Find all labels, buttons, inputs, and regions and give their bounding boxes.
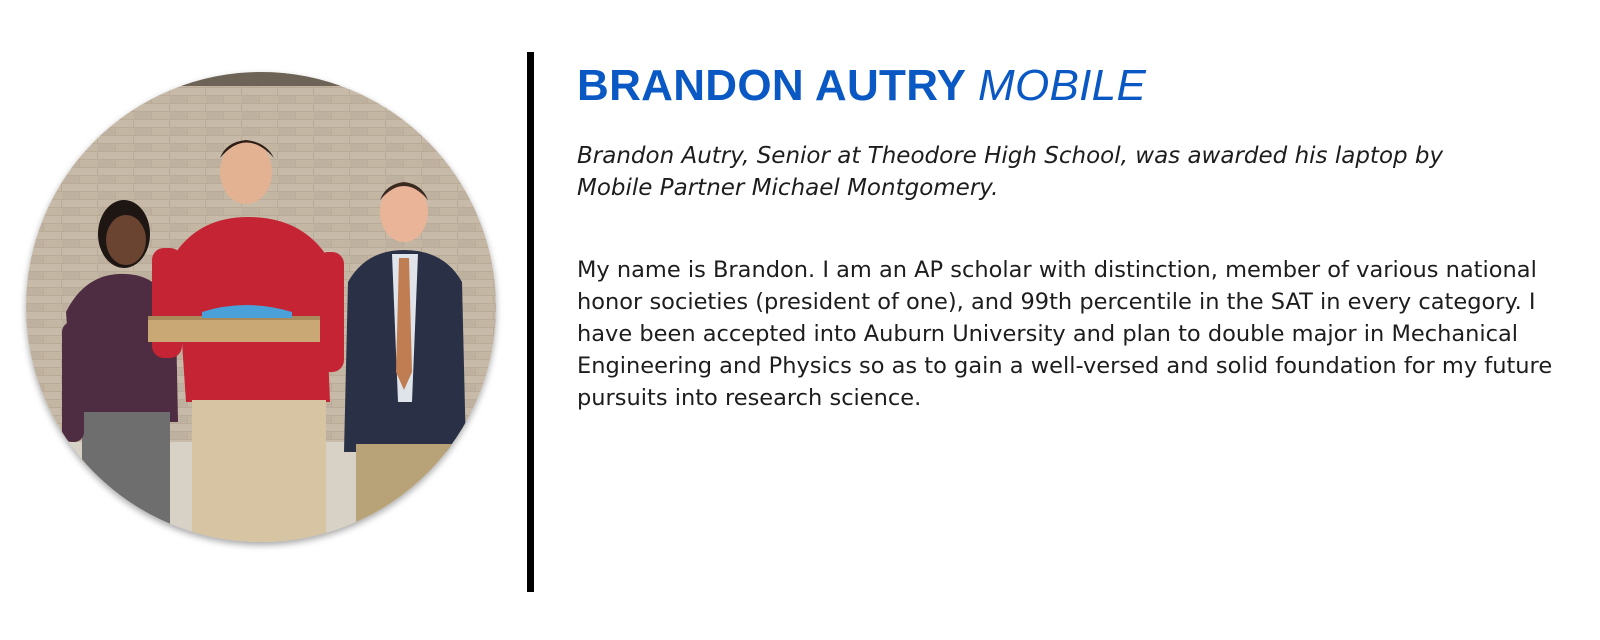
- page-title: [577, 58, 1577, 114]
- profile-photo: [26, 72, 496, 542]
- photo-caption: Brandon Autry, Senior at Theodore High School, was awarded his laptop by Mobile Partner Michael Montgomery.: [577, 143, 1444, 201]
- profile-name: BRANDON AUTRY: [577, 61, 966, 110]
- profile-content: [577, 58, 1577, 414]
- profile-location: MOBILE: [978, 61, 1147, 110]
- vertical-divider: [527, 52, 534, 592]
- profile-bio: My name is Brandon. I am an AP scholar with distinction, member of various national honor societies (president of one), and 99th percentile in the SAT in every category. I have been accepted into Auburn University and plan to double major in Mechanical Engineering and Physics so as to gain a well-versed and solid foundation for my future pursuits into research science.: [577, 257, 1553, 411]
